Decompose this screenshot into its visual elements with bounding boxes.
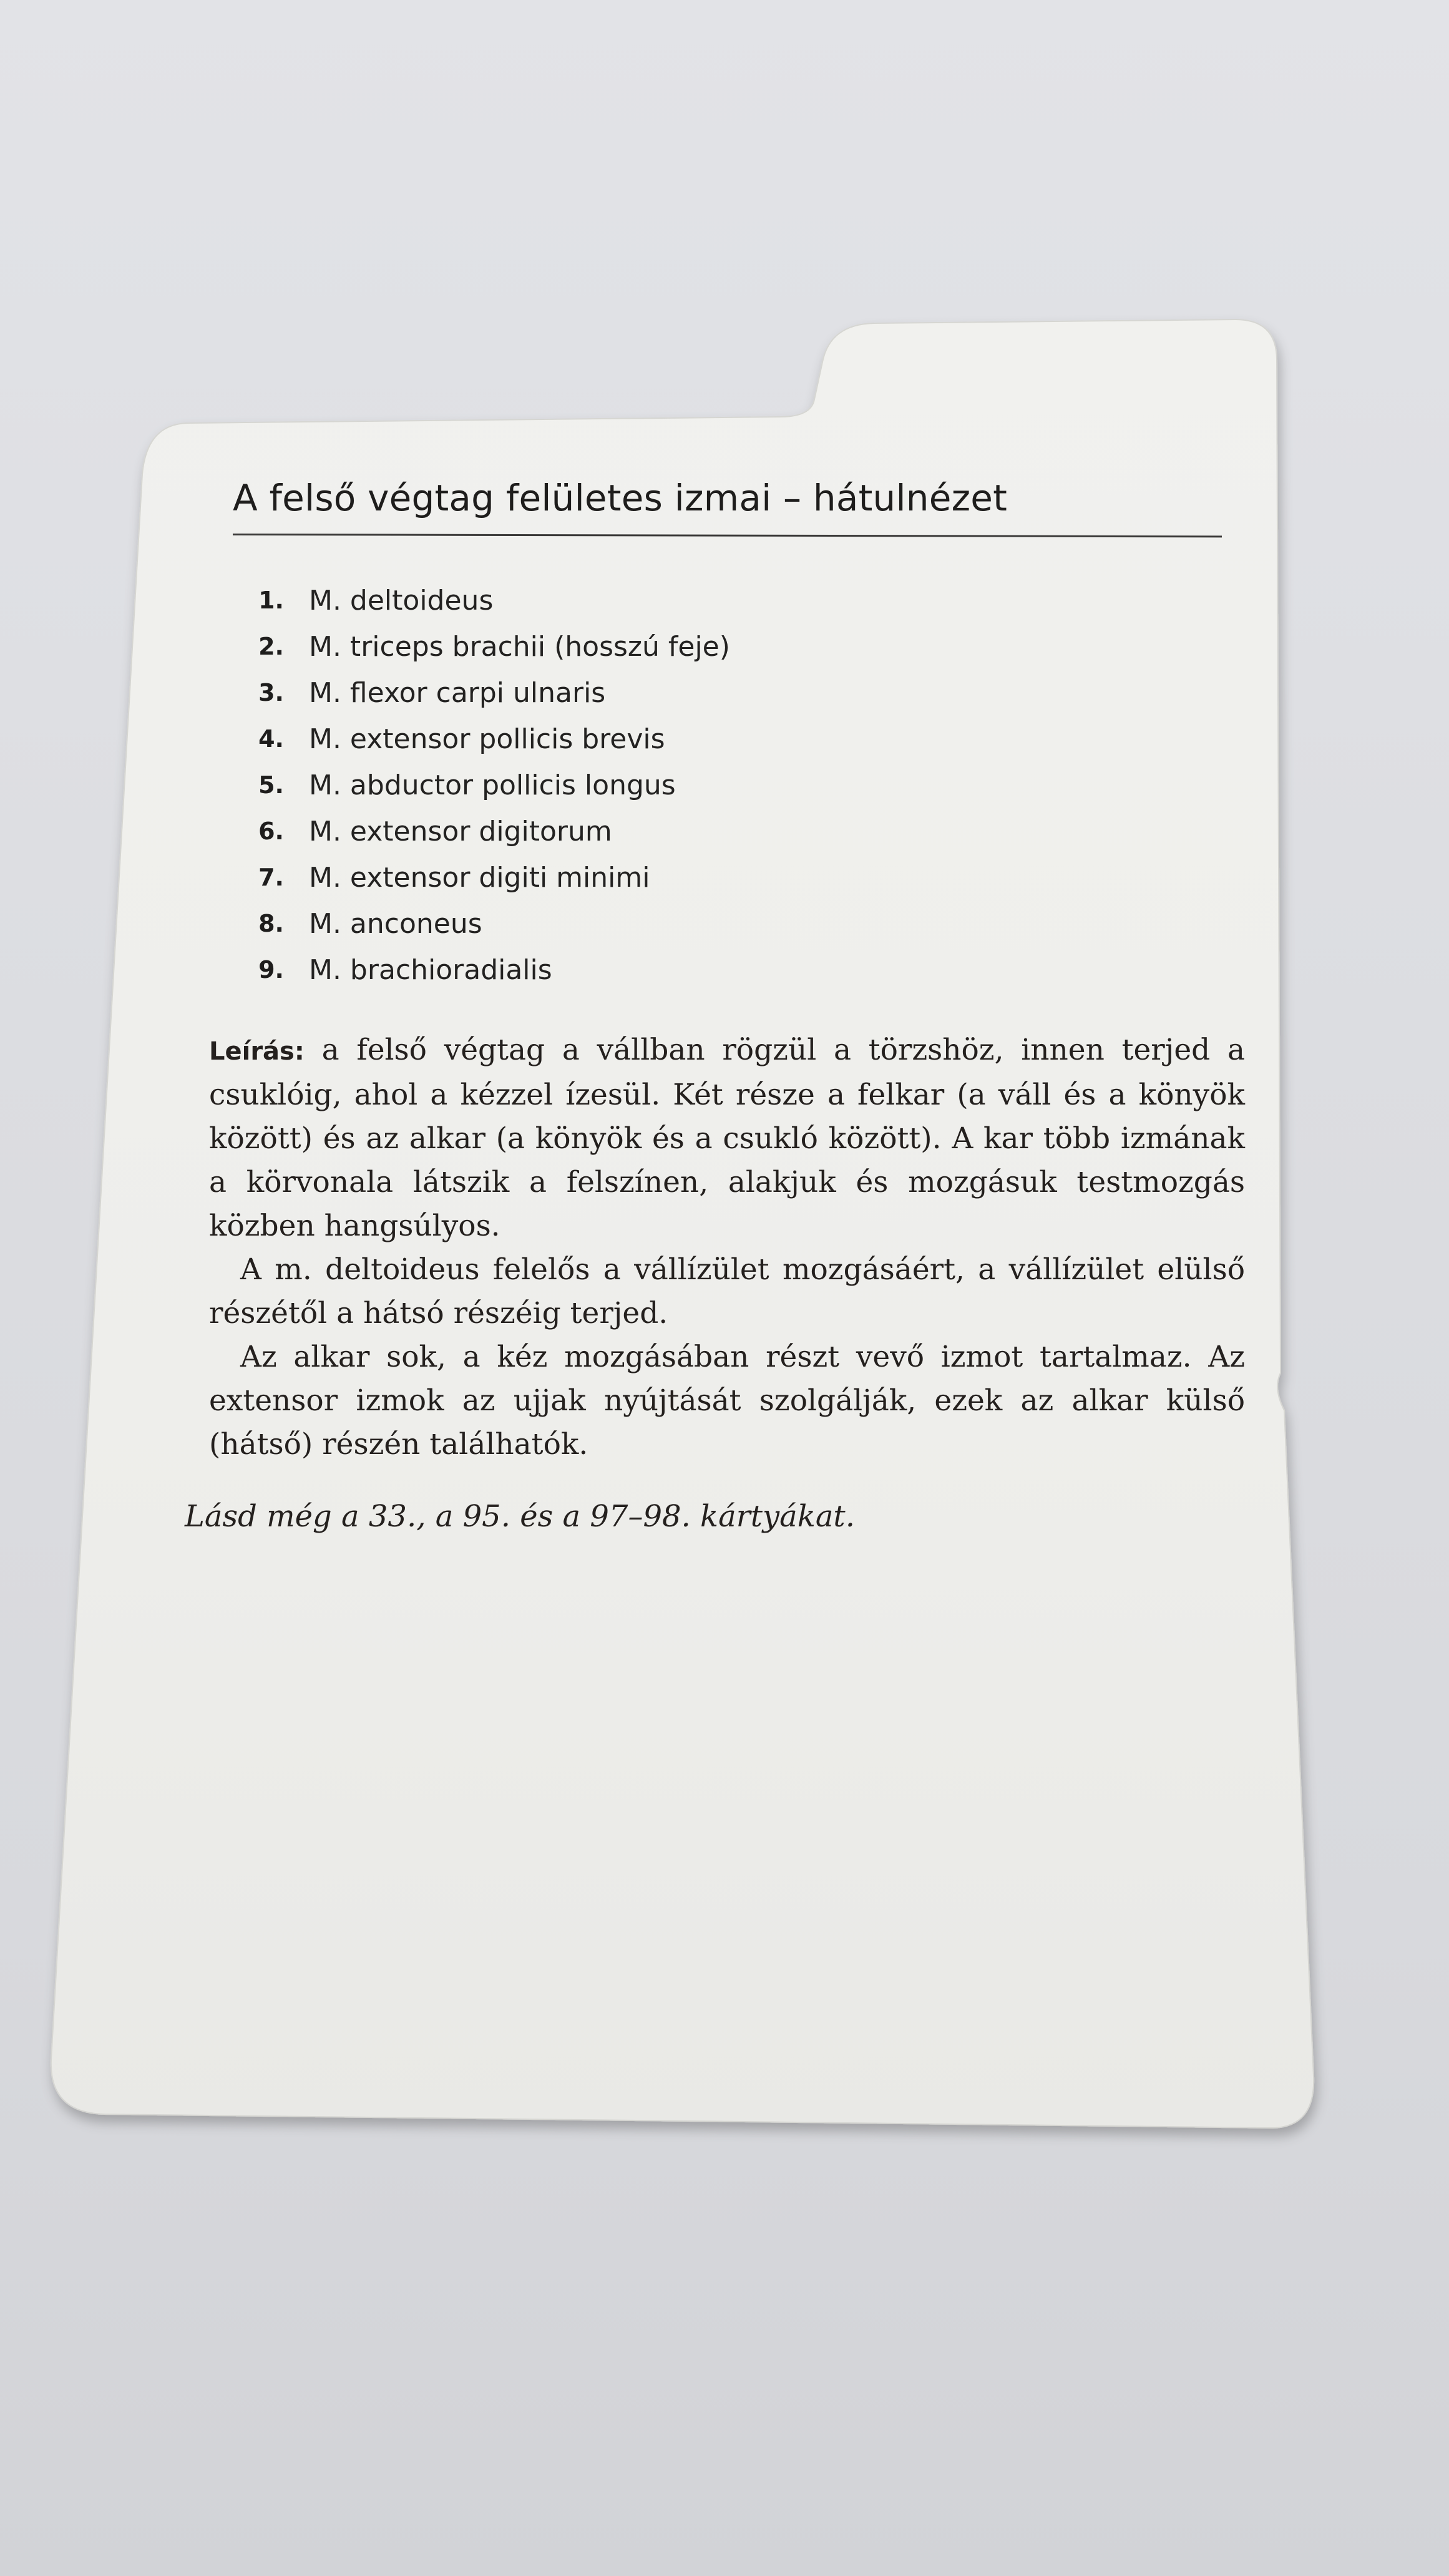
item-number: 1. — [258, 587, 284, 614]
item-name: M. flexor carpi ulnaris — [309, 676, 606, 709]
see-also-note: Lásd még a 33., a 95. és a 97–98. kártyákat. — [185, 1499, 855, 1534]
item-name: M. anconeus — [309, 907, 482, 940]
list-item — [225, 762, 730, 808]
item-number: 8. — [258, 910, 284, 937]
description-paragraph — [209, 1028, 1245, 1248]
list-item — [225, 854, 730, 900]
item-number: 9. — [258, 956, 284, 983]
muscle-list — [225, 577, 730, 993]
item-number: 2. — [258, 633, 284, 660]
item-name: M. deltoideus — [309, 584, 494, 617]
description-lead: Leírás: — [209, 1037, 305, 1066]
item-number: 7. — [258, 864, 284, 891]
list-item — [225, 623, 730, 670]
item-name: M. extensor digiti minimi — [309, 861, 650, 894]
item-name: M. brachioradialis — [309, 954, 552, 986]
list-item — [225, 577, 730, 623]
description-paragraph: Az alkar sok, a kéz mozgásában részt vevő izmot tartalmaz. Az extensor izmok az ujjak nyújtását szolgálják, ezek az alkar külső (hátső) részén találhatók. — [209, 1340, 1245, 1461]
description — [209, 1028, 1245, 1466]
list-item — [225, 947, 730, 993]
item-name: M. extensor digitorum — [309, 815, 612, 847]
item-name: M. triceps brachii (hosszú feje) — [309, 630, 730, 663]
item-number: 5. — [258, 771, 284, 799]
item-name: M. abductor pollicis longus — [309, 769, 676, 801]
description-text: a felső végtag a vállban rögzül a törzshöz, innen terjed a csuklóig, ahol a kézzel ízesül. Két része a felkar (a váll és a könyök között) és az alkar (a könyök és a csukló között). A kar több izmának a körvonala látszik a felszínen, alakjuk és mozgásuk testmozgás közben hangsúlyos. — [209, 1033, 1245, 1243]
list-item — [225, 716, 730, 762]
item-number: 6. — [258, 817, 284, 845]
list-item — [225, 808, 730, 854]
card-title: A felső végtag felületes izmai – hátulnézet — [233, 477, 1008, 519]
item-name: M. extensor pollicis brevis — [309, 723, 665, 755]
list-item — [225, 900, 730, 947]
item-number: 3. — [258, 679, 284, 706]
item-number: 4. — [258, 725, 284, 753]
list-item — [225, 670, 730, 716]
description-paragraph: A m. deltoideus felelős a vállízület mozgásáért, a vállízület elülső részétől a hátsó részéig terjed. — [209, 1252, 1245, 1330]
